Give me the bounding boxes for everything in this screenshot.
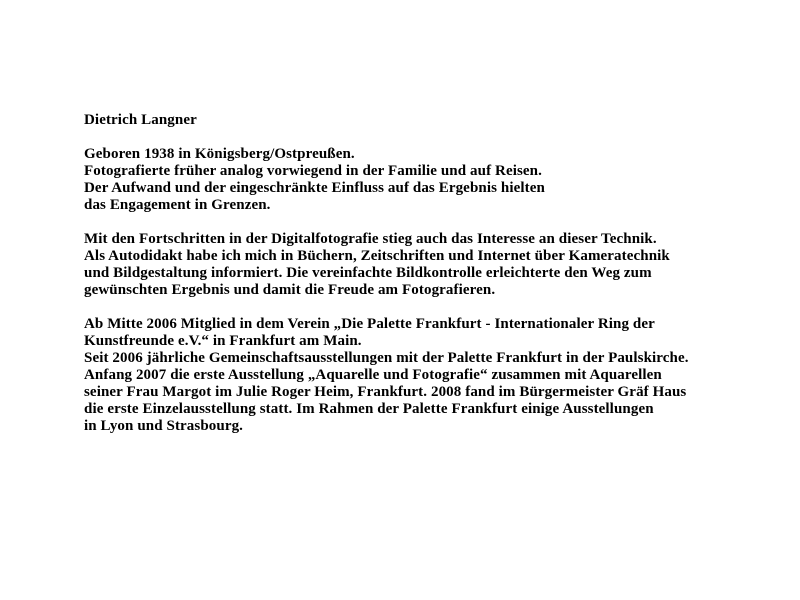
text-line: Fotografierte früher analog vorwiegend in der Familie und auf Reisen. — [84, 163, 542, 179]
document-page — [84, 112, 784, 435]
text-line: Der Aufwand und der eingeschränkte Einfluss auf das Ergebnis hielten — [84, 180, 545, 196]
text-line: Kunstfreunde e.V.“ in Frankfurt am Main. — [84, 333, 362, 349]
text-line: Anfang 2007 die erste Ausstellung „Aquarelle und Fotografie“ zusammen mit Aquarellen — [84, 367, 662, 383]
text-line: gewünschten Ergebnis und damit die Freude am Fotografieren. — [84, 282, 496, 298]
paragraph-exhibitions — [84, 316, 784, 435]
text-line: die erste Einzelausstellung statt. Im Rahmen der Palette Frankfurt einige Ausstellungen — [84, 401, 654, 417]
paragraph-birth-bio — [84, 146, 784, 214]
text-line: in Lyon und Strasbourg. — [84, 418, 244, 434]
text-line: das Engagement in Grenzen. — [84, 197, 271, 213]
paragraph-digital-photography — [84, 231, 784, 299]
text-line: und Bildgestaltung informiert. Die vereinfachte Bildkontrolle erleichterte den Weg zum — [84, 265, 652, 281]
page-title: Dietrich Langner — [84, 112, 197, 128]
text-line: Geboren 1938 in Königsberg/Ostpreußen. — [84, 146, 355, 162]
text-line: seiner Frau Margot im Julie Roger Heim, Frankfurt. 2008 fand im Bürgermeister Gräf Haus — [84, 384, 687, 400]
text-line: Als Autodidakt habe ich mich in Büchern, Zeitschriften und Internet über Kameratechnik — [84, 248, 670, 264]
text-line: Seit 2006 jährliche Gemeinschaftsausstellungen mit der Palette Frankfurt in der Paulskirche. — [84, 350, 689, 366]
text-line: Mit den Fortschritten in der Digitalfotografie stieg auch das Interesse an dieser Technik. — [84, 231, 657, 247]
text-line: Ab Mitte 2006 Mitglied in dem Verein „Die Palette Frankfurt - Internationaler Ring der — [84, 316, 655, 332]
